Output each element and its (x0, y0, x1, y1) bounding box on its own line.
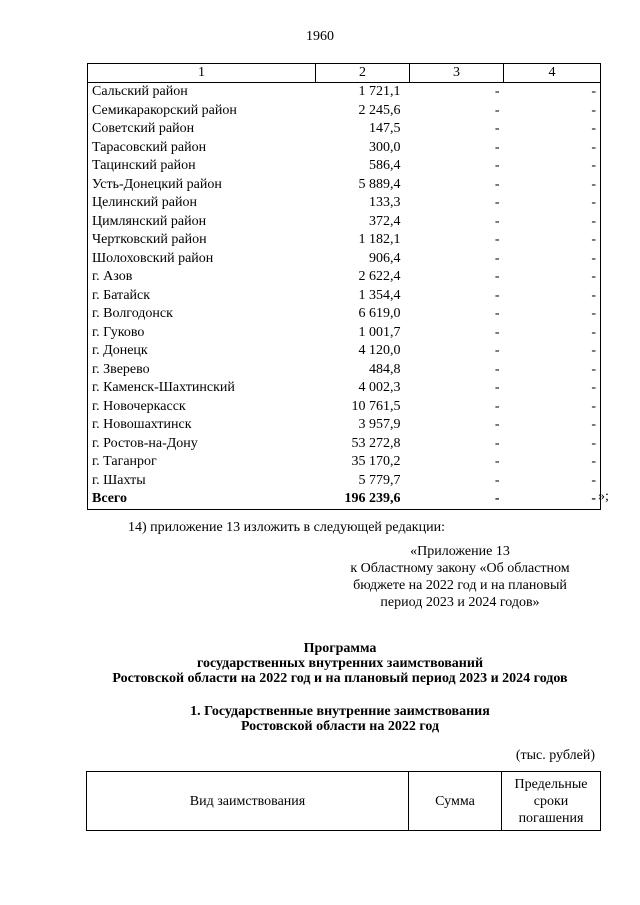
row-col4: - (504, 453, 601, 472)
row-name: Советский район (88, 120, 316, 139)
row-name: г. Каменск-Шахтинский (88, 379, 316, 398)
header-terms-line: погашения (518, 810, 584, 826)
row-col4: - (504, 490, 601, 509)
row-name: Тацинский район (88, 157, 316, 176)
row-col3: - (494, 84, 500, 99)
row-col3: - (494, 213, 500, 229)
table-header-row (87, 772, 601, 831)
table-row (88, 416, 601, 435)
row-value: 1 721,1 (358, 84, 401, 99)
row-value: 586,4 (369, 158, 401, 173)
row-col3: - (494, 269, 500, 284)
row-col4: - (504, 379, 601, 398)
table-row (88, 398, 601, 417)
table-row (88, 453, 601, 472)
row-value: 4 120,0 (358, 343, 401, 358)
row-name: г. Волгодонск (88, 305, 316, 324)
row-col3: - (494, 176, 500, 192)
row-value: 3 957,9 (358, 417, 401, 432)
row-col4: - (504, 398, 601, 417)
row-col3: - (494, 417, 500, 432)
row-col3: - (494, 306, 500, 321)
row-value: 6 619,0 (358, 306, 401, 321)
table-row (88, 120, 601, 139)
row-col4: - (504, 83, 601, 102)
row-value: 1 182,1 (358, 232, 401, 247)
row-value: 147,5 (369, 121, 401, 136)
col-header-4: 4 (504, 64, 601, 83)
header-repayment-terms (502, 772, 601, 831)
row-value: 53 272,8 (351, 435, 401, 451)
appendix-line: «Приложение 13 (410, 544, 510, 559)
row-name: Семикаракорский район (88, 102, 316, 121)
row-value: 196 239,6 (316, 490, 410, 509)
row-col4: - (504, 102, 601, 121)
row-value: 2 245,6 (358, 102, 401, 118)
row-name: Шолоховский район (88, 250, 316, 269)
col-header-2: 2 (316, 64, 410, 83)
row-col3: - (494, 102, 500, 118)
row-col3: - (494, 121, 500, 136)
page-number: 1960 (306, 29, 334, 44)
row-col4: - (504, 120, 601, 139)
table-row (88, 379, 601, 398)
row-col4: - (504, 361, 601, 380)
row-value: 4 002,3 (358, 380, 401, 395)
appendix-line: бюджете на 2022 год и на плановый (353, 578, 567, 593)
row-col4: - (504, 324, 601, 343)
header-sum: Сумма (409, 772, 502, 831)
row-col4: - (504, 268, 601, 287)
section-1-title (40, 704, 640, 734)
row-col4: - (504, 213, 601, 232)
row-name: г. Ростов-на-Дону (88, 435, 316, 454)
table-row (88, 342, 601, 361)
program-title-line: Ростовской области на 2022 год и на плановый период 2023 и 2024 годов (112, 671, 568, 686)
row-col3: - (494, 454, 500, 469)
row-col4: - (504, 287, 601, 306)
closing-quote: »; (598, 489, 609, 504)
row-value: 484,8 (369, 361, 401, 377)
table-row (88, 490, 601, 509)
row-col3: - (494, 232, 500, 247)
table-row (88, 213, 601, 232)
table-row (88, 305, 601, 324)
table-row (88, 324, 601, 343)
row-name: Усть-Донецкий район (88, 176, 316, 195)
row-name: г. Зверево (88, 361, 316, 380)
row-col4: - (504, 305, 601, 324)
paragraph-14: 14) приложение 13 изложить в следующей редакции: (128, 520, 445, 535)
row-name: Тарасовский район (88, 139, 316, 158)
row-name: г. Гуково (88, 324, 316, 343)
row-col3: - (494, 139, 500, 155)
table-row (88, 102, 601, 121)
row-col3: - (494, 158, 500, 173)
table-row (88, 268, 601, 287)
row-col4: - (504, 416, 601, 435)
row-col4: - (504, 231, 601, 250)
program-title (40, 641, 640, 686)
row-col3: - (494, 287, 500, 303)
table-row (88, 157, 601, 176)
row-name: Чертковский район (88, 231, 316, 250)
row-name: г. Таганрог (88, 453, 316, 472)
row-name: г. Шахты (88, 472, 316, 491)
header-borrowing-type: Вид заимствования (87, 772, 409, 831)
borrowings-table (86, 771, 601, 831)
col-header-1: 1 (88, 64, 316, 83)
units-label: (тыс. рублей) (515, 748, 595, 763)
row-col3: - (494, 472, 500, 488)
program-title-line: государственных внутренних заимствований (196, 656, 484, 671)
table-row (88, 361, 601, 380)
row-value: 1 001,7 (358, 324, 401, 340)
table-row (88, 194, 601, 213)
row-name: г. Новошахтинск (88, 416, 316, 435)
row-value: 906,4 (369, 250, 401, 266)
table-header-row (88, 64, 601, 83)
row-name: Целинский район (88, 194, 316, 213)
header-terms-line: сроки (533, 793, 569, 809)
row-col4: - (504, 342, 601, 361)
table-row (88, 472, 601, 491)
row-value: 10 761,5 (351, 398, 401, 414)
row-name: г. Азов (88, 268, 316, 287)
row-name: Сальский район (88, 83, 316, 102)
row-value: 35 170,2 (351, 454, 401, 469)
row-value: 2 622,4 (358, 269, 401, 284)
row-name: г. Донецк (88, 342, 316, 361)
row-col3: - (494, 324, 500, 340)
row-col4: - (504, 250, 601, 269)
table-row (88, 287, 601, 306)
table-row (88, 176, 601, 195)
table-row (88, 250, 601, 269)
table-row (88, 435, 601, 454)
row-name: Цимлянский район (88, 213, 316, 232)
appendix-line: период 2023 и 2024 годов» (380, 595, 540, 610)
row-col3: - (494, 361, 500, 377)
table-row (88, 139, 601, 158)
appendix-line: к Областному закону «Об областном (350, 561, 570, 576)
row-col3: - (494, 250, 500, 266)
row-col3: - (494, 380, 500, 395)
row-value: 5 889,4 (358, 176, 401, 192)
row-col3: - (494, 398, 500, 414)
row-col3: - (494, 195, 500, 210)
municipal-table (87, 63, 601, 510)
row-name: Всего (88, 490, 316, 509)
table-row (88, 231, 601, 250)
row-name: г. Новочеркасск (88, 398, 316, 417)
row-col3: - (494, 343, 500, 358)
col-header-3: 3 (410, 64, 504, 83)
program-title-line: Программа (303, 641, 377, 656)
row-col4: - (504, 157, 601, 176)
row-col4: - (504, 435, 601, 454)
row-value: 372,4 (369, 213, 401, 229)
row-col4: - (504, 472, 601, 491)
table-row (88, 83, 601, 102)
row-value: 1 354,4 (358, 287, 401, 303)
row-col3: - (410, 490, 504, 509)
section-title-line: 1. Государственные внутренние заимствования (190, 704, 490, 719)
appendix-header (330, 543, 590, 611)
row-col4: - (504, 194, 601, 213)
row-value: 300,0 (369, 139, 401, 155)
row-value: 5 779,7 (358, 472, 401, 488)
row-col4: - (504, 176, 601, 195)
header-terms-line: Предельные (514, 776, 588, 792)
row-name: г. Батайск (88, 287, 316, 306)
row-col3: - (494, 435, 500, 451)
row-value: 133,3 (369, 195, 401, 210)
row-col4: - (504, 139, 601, 158)
section-title-line: Ростовской области на 2022 год (240, 719, 440, 734)
